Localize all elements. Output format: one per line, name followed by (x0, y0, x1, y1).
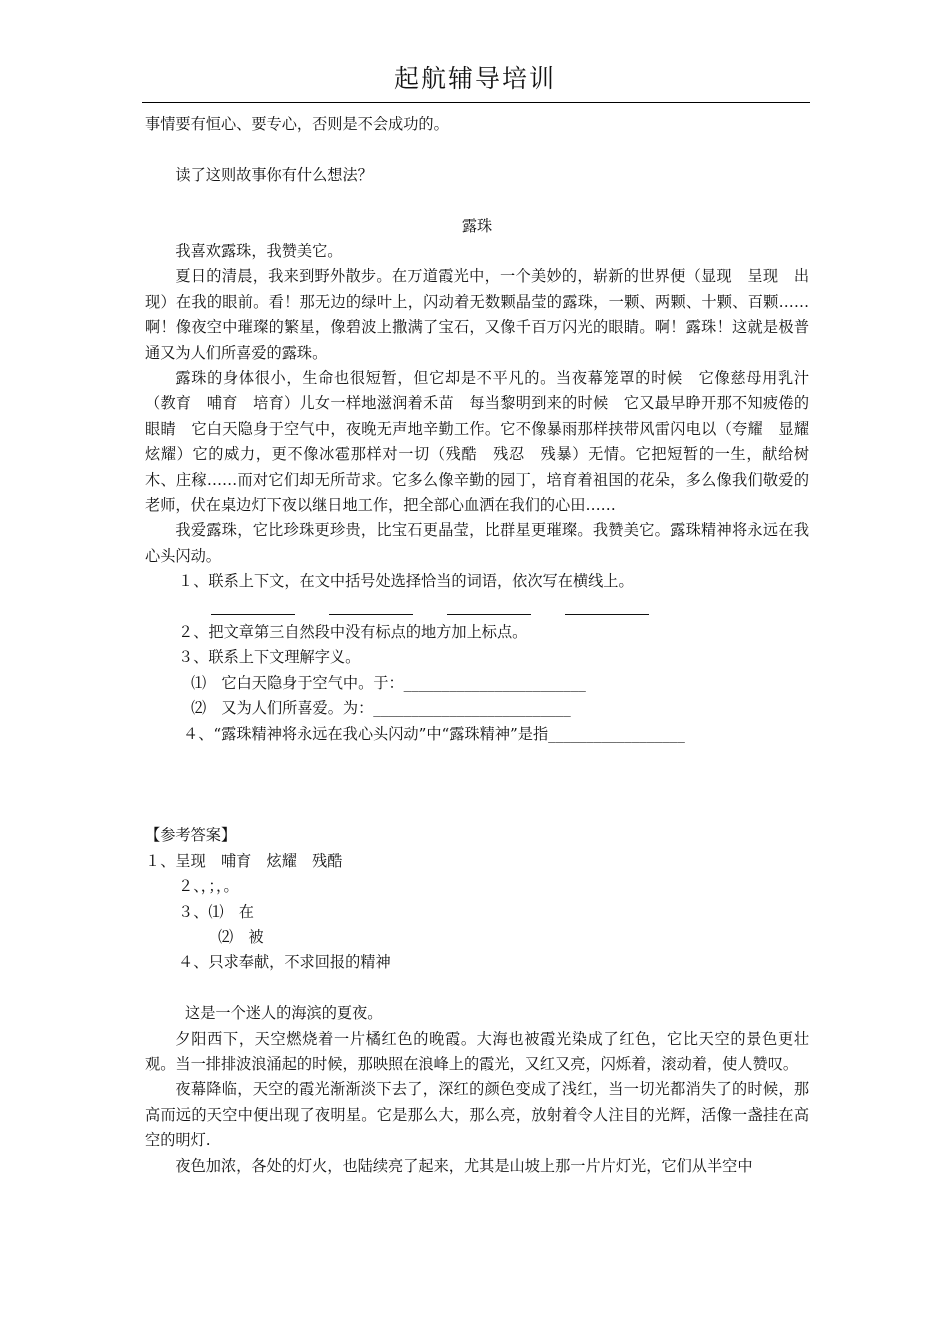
answers-heading: 【参考答案】 (145, 826, 237, 845)
passage-paragraph: 露珠的身体很小，生命也很短暂，但它却是不平凡的。当夜幕笼罩的时候 它像慈母用乳汁（教育 哺育 培育）儿女一样地滋润着禾苗 每当黎明到来的时候 它又最早睁开那不知疲倦的眼睛 它白天隐身于空气中，夜晚无声地辛勤工作。它不像暴雨那样挟带风雷闪电以（夸耀 显耀 炫耀）它的威力，更不像冰雹那样对一切（残酷 残忍 残暴）无情。它把短暂的一生，献给树木、庄稼……而对它们却无所苛求。它多么像辛勤的园丁，培育着祖国的花朵，多么像我们敬爱的老师，伏在桌边灯下夜以继日地工作，把全部心血洒在我们的心田…… (145, 369, 825, 515)
intro-line: 事情要有恒心、要专心，否则是不会成功的。 (145, 115, 449, 133)
answer-blank[interactable] (565, 600, 649, 615)
spacer (145, 976, 809, 1001)
answer-blanks-row (145, 595, 809, 620)
spacer (145, 798, 809, 823)
answer-1: １、呈现 哺育 炫耀 残酷 (145, 851, 343, 870)
document-body (145, 112, 825, 1179)
answer-3a: ３、⑴ 在 (178, 902, 254, 921)
passage2-paragraph: 夜幕降临，天空的霞光渐渐淡下去了，深红的颜色变成了浅红，当一切光都消失了的时候，那高而远的天空中便出现了夜明星。它是那么大，那么亮，放射着令人注目的光辉，活像一盏挂在高空的明灯. (145, 1080, 809, 1150)
spacer (145, 188, 809, 213)
spacer (145, 747, 809, 772)
passage-paragraph: 夏日的清晨，我来到野外散步。在万道霞光中，一个美妙的，崭新的世界便（显现 呈现 出现）在我的眼前。看！那无边的绿叶上，闪动着无数颗晶莹的露珠，一颗、两颗、十颗、百颗……啊！像夜空中璀璨的繁星，像碧波上撒满了宝石，又像千百万闪光的眼睛。啊！露珠！这就是极普通又为人们所喜爱的露珠。 (145, 267, 809, 362)
page-header-title: 起航辅导培训 (393, 64, 556, 93)
question-1: １、联系上下文，在文中括号处选择恰当的词语，依次写在横线上。 (178, 572, 634, 591)
question-4: ４、“露珠精神将永远在我心头闪动”中“露珠精神”是指__________________ (183, 724, 685, 743)
passage-paragraph: 我爱露珠，它比珍珠更珍贵，比宝石更晶莹，比群星更璀璨。我赞美它。露珠精神将永远在我心头闪动。 (145, 521, 809, 565)
question-2: ２、把文章第三自然段中没有标点的地方加上标点。 (178, 623, 528, 642)
passage-paragraph: 我喜欢露珠，我赞美它。 (175, 242, 343, 260)
passage2-paragraph: 夜色加浓，各处的灯火，也陆续亮了起来，尤其是山坡上那一片片灯光，它们从半空中 (175, 1156, 753, 1175)
question-3: ３、联系上下文理解字义。 (178, 648, 361, 667)
answer-blank[interactable] (447, 600, 531, 615)
answer-blank[interactable] (211, 600, 295, 615)
question-3a: ⑴ 它白天隐身于空气中。于：________________________ (191, 673, 586, 692)
passage2-paragraph: 夕阳西下，天空燃烧着一片橘红色的晚霞。大海也被霞光染成了红色，它比天空的景色更壮观。当一排排波浪涌起的时候，那映照在浪峰上的霞光，又红又亮，闪烁着，滚动着，使人赞叹。 (145, 1029, 809, 1073)
answer-2: ２、，；，。 (178, 877, 239, 896)
header-divider (142, 102, 810, 103)
passage-title: 露珠 (461, 216, 493, 235)
answer-blank[interactable] (329, 600, 413, 615)
answer-3b: ⑵ 被 (218, 927, 264, 946)
passage2-paragraph: 这是一个迷人的海滨的夏夜。 (185, 1004, 383, 1023)
spacer (145, 773, 809, 798)
question-3b: ⑵ 又为人们所喜爱。为：__________________________ (191, 699, 571, 718)
spacer (145, 137, 809, 162)
answer-4: ４、只求奉献，不求回报的精神 (178, 953, 391, 972)
intro-question: 读了这则故事你有什么想法？ (175, 165, 373, 184)
